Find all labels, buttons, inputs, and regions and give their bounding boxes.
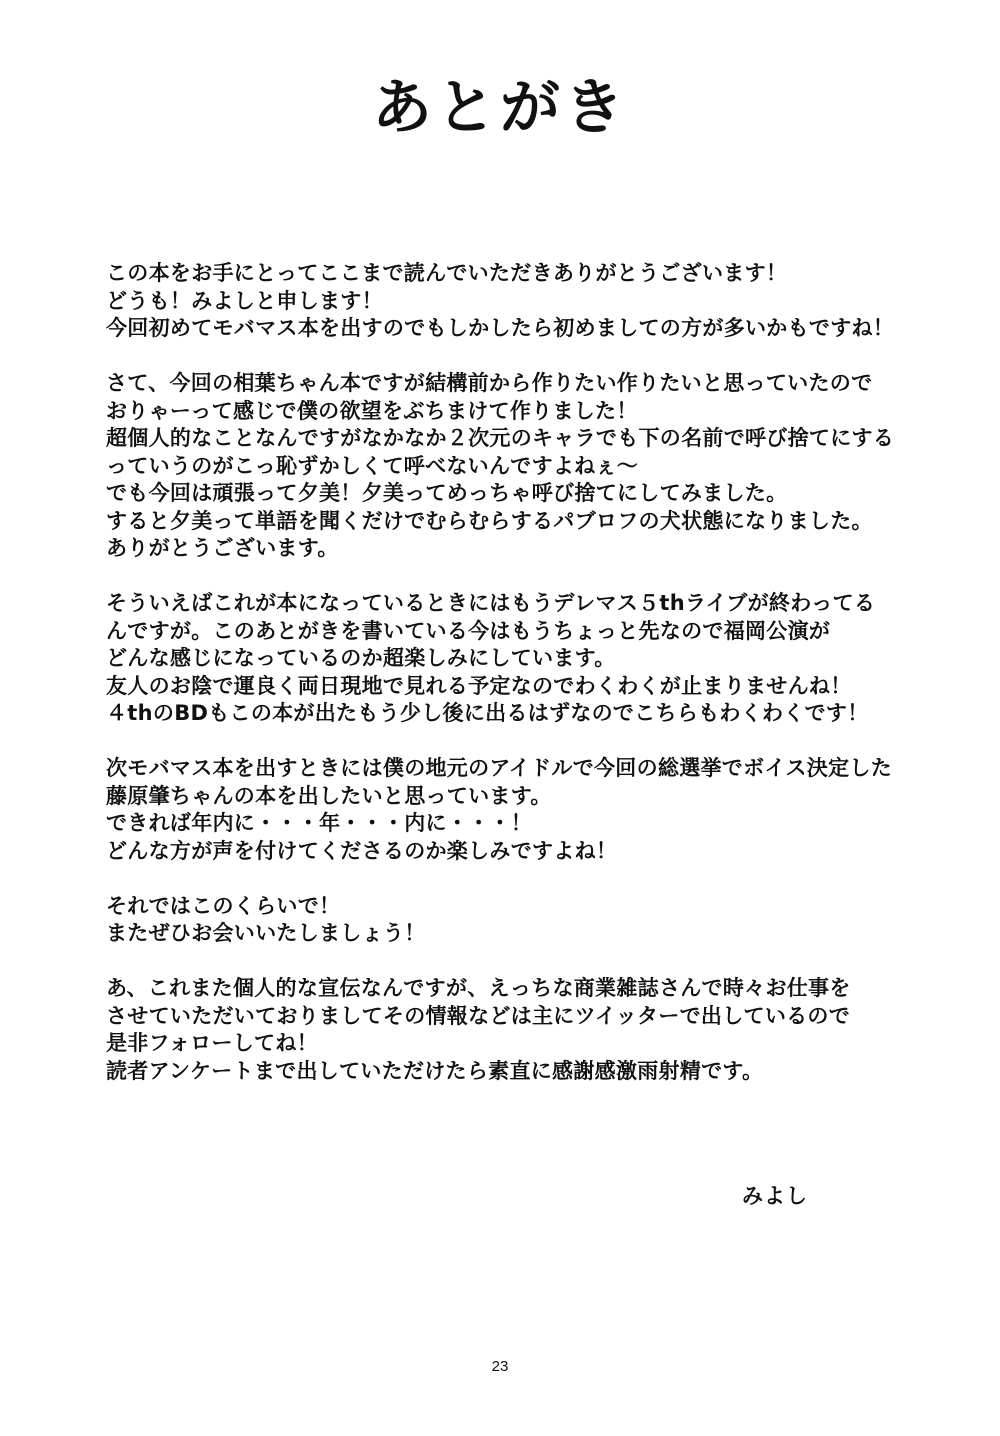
text-line: 藤原肇ちゃんの本を出したいと思っています。 [106,783,552,808]
paragraph-live-event [106,590,966,728]
text-line: 読者アンケートまで出していただけたら素直に感謝感激雨射精です。 [106,1058,764,1083]
text-line: すると夕美って単語を聞くだけでむらむらするパブロフの犬状態になりました。 [106,508,873,533]
text-line: でも今回は頑張って夕美！夕美ってめっちゃ呼び捨てにしてみました。 [106,481,788,505]
text-line: んですが。このあとがきを書いている今はもうちょっと先なので福岡公演が [106,618,831,643]
text-line: この本をお手にとってここまで読んでいただきありがとうございます！ [106,261,788,285]
text-line: ありがとうございます。 [106,536,339,560]
text-line: 友人のお陰で運良く両日現地で見れる予定なのでわくわくが止まりませんね！ [106,673,852,698]
text-line: どんな感じになっているのか超楽しみにしています。 [106,646,616,670]
text-line: させていただいておりましてその情報などは主にツイッターで出しているので [106,1003,851,1028]
text-line: 超個人的なことなんですがなかなか２次元のキャラでも下の名前で呼び捨てにする [106,426,895,450]
paragraph-farewell [106,893,966,948]
paragraph-next-book [106,755,966,865]
text-line: またぜひお会いいたしましょう！ [106,921,426,945]
text-line: それではこのくらいで！ [106,893,341,918]
author-signature: みよし [742,1184,808,1208]
text-line: どんな方が声を付けてくださるのか楽しみですよね！ [106,838,618,863]
text-line: 是非フォローしてね！ [106,1031,318,1055]
text-line: できれば年内に・・・年・・・内に・・・！ [106,811,532,835]
text-line: っていうのがこっ恥ずかしくて呼べないんですよねぇ～ [106,453,639,478]
paragraph-about-book [106,370,966,563]
afterword-body [106,260,966,1113]
text-line: おりゃーって感じで僕の欲望をぶちまけて作りました！ [106,398,638,423]
text-line: さて、今回の相葉ちゃん本ですが結構前から作りたい作りたいと思っていたので [106,371,873,395]
page-number: 23 [491,1358,509,1375]
text-line: どうも！みよしと申します！ [106,288,383,313]
paragraph-promotion [106,975,966,1085]
text-line: 次モバマス本を出すときには僕の地元のアイドルで今回の総選挙でボイス決定した [106,756,892,780]
text-line: 今回初めてモバマス本を出すのでもしかしたら初めましての方が多いかもですね！ [106,316,895,340]
paragraph-greeting [106,260,966,343]
text-line: ４thのBDもこの本が出たもう少し後に出るはずなのでこちらもわくわくです！ [106,701,869,725]
text-line: あ、これまた個人的な宣伝なんですが、えっちな商業雑誌さんで時々お仕事を [106,976,851,1000]
text-line: そういえばこれが本になっているときにはもうデレマス５thライブが終わってる [106,591,876,615]
page-title: あとがき [372,73,628,143]
